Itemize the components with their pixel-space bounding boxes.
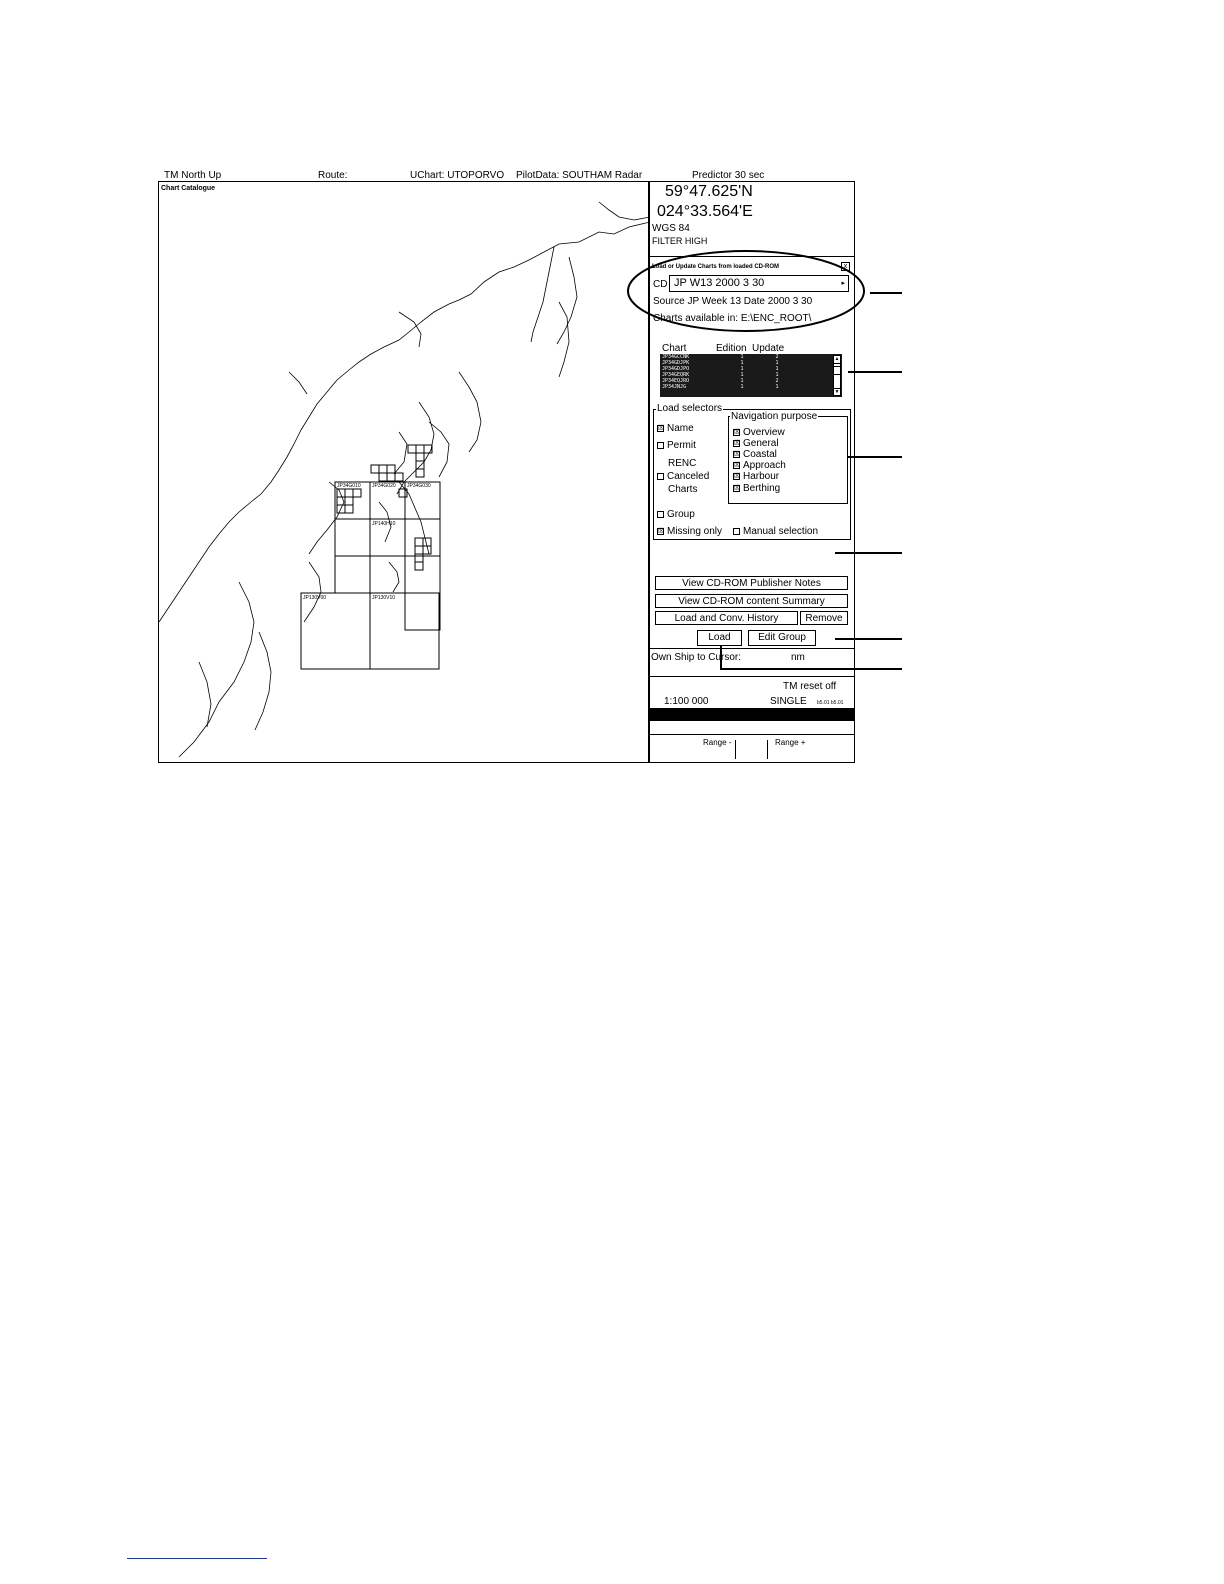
- coastline-map: [159, 182, 649, 763]
- checkbox-icon: ☒: [734, 428, 741, 436]
- chart-list[interactable]: [660, 354, 842, 397]
- cell-label: JP140H10: [372, 521, 396, 527]
- load-selectors-title: Load selectors: [657, 403, 723, 414]
- cell-label: JP130V00: [303, 595, 327, 601]
- table-row[interactable]: JP34GEQRK 1 1: [662, 372, 779, 378]
- callout-line: [720, 668, 902, 670]
- pilotdata-label: PilotData: SOUTHAM Radar: [516, 170, 643, 181]
- edition-col-header: Edition: [716, 343, 747, 354]
- own-ship-to-cursor-label: Own Ship to Cursor:: [651, 652, 742, 663]
- cell-label: JP34G020: [372, 483, 396, 489]
- charts-available: Charts available in: E:\ENC_ROOT\: [653, 313, 812, 324]
- checkbox-icon: ☒: [734, 439, 741, 447]
- longitude: 024°33.564'E: [657, 203, 753, 220]
- cd-value: JP W13 2000 3 30: [674, 277, 765, 289]
- checkbox-icon: [657, 511, 664, 518]
- canceled-checkbox[interactable]: Canceled: [657, 471, 709, 482]
- callout-line: [848, 456, 902, 458]
- checkbox-icon: ☒: [658, 527, 665, 535]
- manual-selection-checkbox[interactable]: Manual selection: [733, 526, 818, 537]
- source-line: Source JP Week 13 Date 2000 3 30: [653, 296, 813, 307]
- predictor-label: Predictor 30 sec: [692, 170, 765, 181]
- checkbox-icon: ☒: [734, 484, 741, 492]
- highlight-ellipse: [624, 248, 874, 334]
- range-plus-button[interactable]: Range +: [775, 738, 806, 747]
- black-status-bar: [649, 708, 855, 721]
- edit-group-button[interactable]: Edit Group: [748, 630, 816, 646]
- callout-line: [835, 552, 902, 554]
- cell-label: JP130V10: [372, 595, 396, 601]
- missing-only-checkbox[interactable]: ☒ Missing only: [658, 526, 723, 537]
- update-col-header: Update: [752, 343, 785, 354]
- scroll-up-icon[interactable]: ▲: [834, 356, 840, 362]
- display-mode: TM North Up: [164, 170, 222, 181]
- group-checkbox[interactable]: Group: [657, 509, 695, 520]
- permit-checkbox[interactable]: Permit: [657, 440, 696, 451]
- datum: WGS 84: [652, 223, 690, 234]
- checkbox-icon: ☒: [658, 424, 665, 432]
- display-mode-single: SINGLE: [770, 696, 807, 707]
- table-row[interactable]: JP34EQJRO 1 2: [662, 378, 779, 384]
- scroll-down-icon[interactable]: ▼: [834, 389, 840, 395]
- route-label: Route:: [318, 170, 348, 181]
- cell-label: JP34G010: [337, 483, 361, 489]
- table-row[interactable]: JP34GCCNK 1 2: [662, 354, 779, 360]
- latitude: 59°47.625'N: [665, 183, 753, 200]
- footnote-rule: [127, 1558, 267, 1559]
- remove-button[interactable]: Remove: [800, 611, 848, 625]
- callout-line: [848, 371, 902, 373]
- table-row[interactable]: JP34GDJPO 1 1: [662, 366, 779, 372]
- checkbox-icon: ☒: [734, 472, 741, 480]
- publisher-notes-button[interactable]: View CD-ROM Publisher Notes: [655, 576, 848, 590]
- own-ship-unit: nm: [791, 652, 805, 663]
- scroll-thumb[interactable]: [834, 366, 840, 375]
- uchart-label: UChart: UTOPORVO: [410, 170, 505, 181]
- chart-catalogue-map[interactable]: [158, 181, 649, 763]
- callout-line: [870, 292, 902, 294]
- load-button[interactable]: Load: [697, 630, 742, 646]
- load-dialog-title: Load or Update Charts from loaded CD-ROM: [652, 264, 780, 270]
- divider: [767, 740, 768, 759]
- renc-label: RENC: [668, 458, 697, 469]
- purpose-general[interactable]: ☒ General: [734, 438, 779, 449]
- divider: [735, 740, 736, 759]
- checkbox-icon: ☒: [734, 450, 741, 458]
- name-checkbox[interactable]: ☒ Name: [658, 423, 694, 434]
- map-title: Chart Catalogue: [161, 185, 216, 192]
- divider: [649, 676, 855, 677]
- small-values: b5.01 b5.01: [817, 700, 844, 706]
- scale-value: 1:100 000: [664, 696, 709, 707]
- purpose-overview[interactable]: ☒ Overview: [734, 427, 785, 438]
- checkbox-icon: ☒: [734, 461, 741, 469]
- callout-line: [835, 638, 902, 640]
- filter: FILTER HIGH: [652, 236, 708, 246]
- cd-label: CD: [653, 279, 668, 290]
- callout-line: [720, 646, 722, 669]
- purpose-coastal[interactable]: ☒ Coastal: [734, 449, 777, 460]
- checkbox-icon: [733, 528, 740, 535]
- table-row[interactable]: JP34JNJG 1 1: [662, 384, 779, 390]
- chart-col-header: Chart: [662, 343, 687, 354]
- navigation-purpose-title: Navigation purpose: [731, 411, 818, 422]
- close-icon[interactable]: x: [841, 262, 850, 271]
- cell-label: JP34G030: [407, 483, 431, 489]
- divider: [649, 734, 855, 735]
- divider: [649, 648, 855, 649]
- purpose-harbour[interactable]: ☒ Harbour: [734, 471, 780, 482]
- table-row[interactable]: JP34GDJPK 1 1: [662, 360, 779, 366]
- chart-list-scrollbar[interactable]: [833, 355, 841, 396]
- checkbox-icon: [657, 473, 664, 480]
- content-summary-button[interactable]: View CD-ROM content Summary: [655, 594, 848, 608]
- charts-label: Charts: [668, 484, 698, 495]
- tm-reset-status: TM reset off: [783, 681, 837, 692]
- purpose-approach[interactable]: ☒ Approach: [734, 460, 786, 471]
- history-button[interactable]: Load and Conv. History: [655, 611, 798, 625]
- range-minus-button[interactable]: Range -: [703, 738, 732, 747]
- purpose-berthing[interactable]: ☒ Berthing: [734, 483, 781, 494]
- checkbox-icon: [657, 442, 664, 449]
- arrow-right-icon: ▸: [841, 280, 845, 287]
